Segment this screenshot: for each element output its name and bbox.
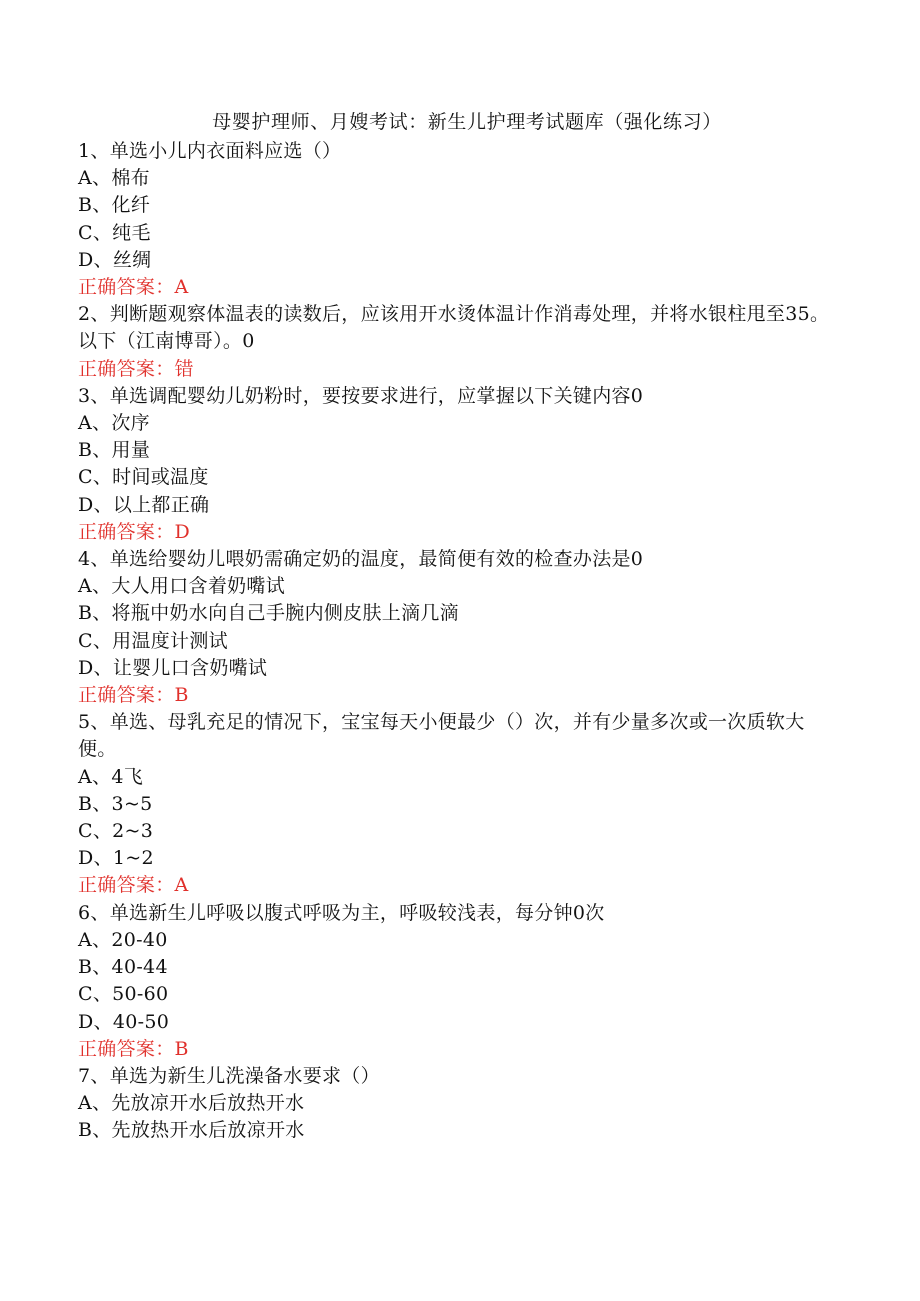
answer-label: 正确答案： (78, 1037, 175, 1060)
question-stem: 2、判断题观察体温表的读数后，应该用开水烫体温计作消毒处理，并将水银柱甩至35。以下（江南博哥）。0 (78, 303, 830, 353)
answer-value: 错 (174, 357, 194, 380)
answer-label: 正确答案： (78, 520, 175, 543)
question-block (78, 546, 840, 709)
correct-answer (78, 274, 840, 301)
option-c: C、纯毛 (78, 221, 151, 244)
option-c: C、时间或温度 (78, 466, 209, 489)
option-a: A、棉布 (78, 167, 150, 190)
question-block (78, 900, 840, 1063)
option-d: D、1~2 (78, 847, 154, 870)
answer-label: 正确答案： (78, 874, 175, 897)
option-a: A、大人用口含着奶嘴试 (78, 575, 286, 598)
option-d: D、以上都正确 (78, 493, 210, 516)
option-a: A、次序 (78, 412, 150, 435)
option-b: B、3~5 (78, 792, 153, 815)
answer-label: 正确答案： (78, 684, 175, 707)
option-d: D、让婴儿口含奶嘴试 (78, 656, 268, 679)
option-b: B、化纤 (78, 194, 151, 217)
option-a: A、4飞 (78, 765, 144, 788)
option-c: C、50-60 (78, 983, 169, 1006)
question-stem: 4、单选给婴幼儿喂奶需确定奶的温度，最简便有效的检查办法是0 (78, 548, 644, 571)
question-stem: 1、单选小儿内衣面料应选（） (78, 140, 342, 162)
option-b: B、将瓶中奶水向自己手腕内侧皮肤上滴几滴 (78, 602, 459, 625)
answer-value: B (174, 1037, 189, 1060)
question-block (78, 383, 840, 546)
correct-answer (78, 356, 840, 383)
correct-answer (78, 519, 840, 546)
answer-value: B (174, 684, 189, 707)
question-stem: 6、单选新生儿呼吸以腹式呼吸为主，呼吸较浅表，每分钟0次 (78, 901, 605, 924)
option-c: C、2~3 (78, 820, 154, 843)
option-a: A、先放凉开水后放热开水 (78, 1092, 305, 1115)
correct-answer (78, 872, 840, 899)
option-d: D、40-50 (78, 1010, 170, 1033)
answer-value: A (174, 874, 189, 897)
question-block (78, 301, 840, 383)
option-d: D、丝绸 (78, 248, 152, 271)
question-block (78, 709, 840, 899)
option-b: B、用量 (78, 439, 151, 462)
correct-answer (78, 682, 840, 709)
question-stem: 3、单选调配婴幼儿奶粉时，要按要求进行，应掌握以下关键内容0 (78, 384, 644, 407)
answer-label: 正确答案： (78, 357, 175, 380)
option-b: B、先放热开水后放凉开水 (78, 1119, 305, 1142)
option-c: C、用温度计测试 (78, 629, 228, 652)
question-stem: 7、单选为新生儿洗澡备水要求（） (78, 1064, 380, 1087)
question-block (78, 138, 840, 301)
answer-value: D (174, 520, 191, 543)
document-title: 母婴护理师、月嫂考试：新生儿护理考试题库（强化练习） (212, 111, 722, 133)
answer-value: A (174, 276, 189, 299)
option-b: B、40-44 (78, 956, 168, 979)
question-stem: 5、单选、母乳充足的情况下，宝宝每天小便最少（）次，并有少量多次或一次质软大便。 (78, 711, 805, 761)
answer-label: 正确答案： (78, 276, 175, 299)
option-a: A、20-40 (78, 928, 168, 951)
correct-answer (78, 1036, 840, 1063)
question-block (78, 1063, 840, 1145)
